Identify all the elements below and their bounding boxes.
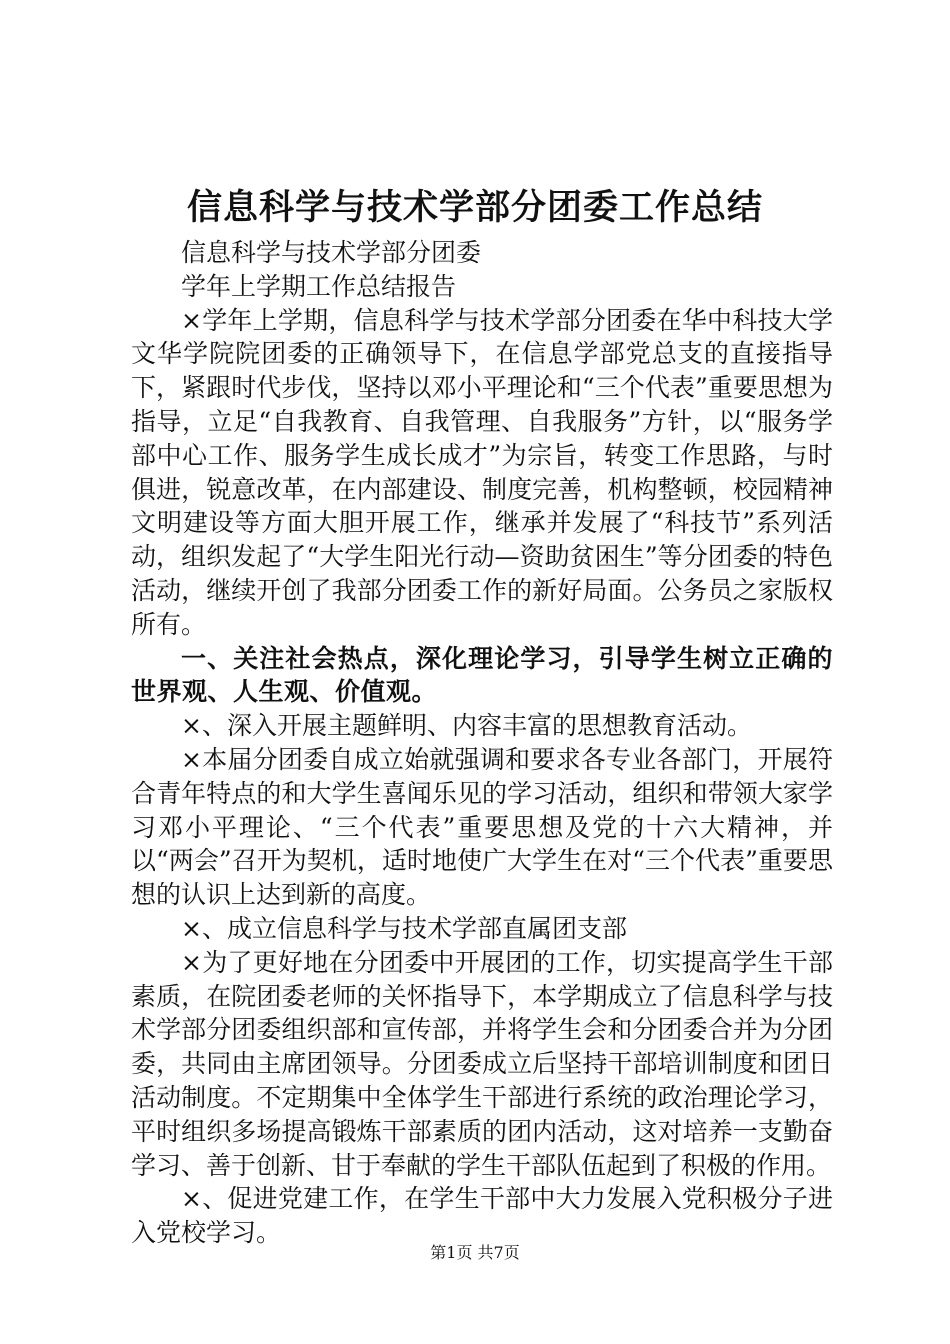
subheading-party-building: ×、促进党建工作，在学生干部中大力发展入党积极分子进入党校学习。 — [131, 1184, 833, 1248]
paragraph-report-name: 学年上学期工作总结报告 — [181, 271, 457, 301]
paragraph-cadre-training: ×为了更好地在分团委中开展团的工作，切实提高学生干部素质，在院团委老师的关怀指导下，本学期成立了信息科学与技术学部分团委组织部和宣传部，并将学生会和分团委合并为分团委，共同由主席团领导。分团委成立后坚持干部培训制度和团日活动制度。不定期集中全体学生干部进行系统的政治理论学习，平时组织多场提高锻炼干部素质的团内活动，这对培养一支勤奋学习、善于创新、甘于奉献的学生干部队伍起到了积极的作用。 — [131, 947, 833, 1180]
paragraph-study-activities: ×本届分团委自成立始就强调和要求各专业各部门，开展符合青年特点的和大学生喜闻乐见的学习活动，组织和带领大家学习邓小平理论、“三个代表”重要思想及党的十六大精神，并以“两会”召开为契机，适时地使广大学生在对“三个代表”重要思想的认识上达到新的高度。 — [131, 744, 833, 910]
section-heading-1: 一、关注社会热点，深化理论学习，引导学生树立正确的世界观、人生观、价值观。 — [131, 643, 833, 707]
document-title: 信息科学与技术学部分团委工作总结 — [186, 187, 763, 228]
page-number: 第1页 共7页 — [430, 1243, 520, 1262]
paragraph-org-name: 信息科学与技术学部分团委 — [181, 238, 482, 267]
document-body — [131, 236, 833, 1250]
subheading-theme-education: ×、深入开展主题鲜明、内容丰富的思想教育活动。 — [181, 711, 752, 741]
subheading-direct-branch: ×、成立信息科学与技术学部直属团支部 — [181, 913, 627, 943]
paragraph-intro: ×学年上学期，信息科学与技术学部分团委在华中科技大学文华学院院团委的正确领导下，在信息学部党总支的直接指导下，紧跟时代步伐，坚持以邓小平理论和“三个代表”重要思想为指导，立足“自我教育、自我管理、自我服务”方针，以“服务学部中心工作、服务学生成长成才”为宗旨，转变工作思路，与时俱进，锐意改革，在内部建设、制度完善，机构整顿，校园精神文明建设等方面大胆开展工作，继承并发展了“科技节”系列活动，组织发起了“大学生阳光行动—资助贫困生”等分团委的特色活动，继续开创了我部分团委工作的新好局面。公务员之家版权所有。 — [131, 305, 833, 639]
